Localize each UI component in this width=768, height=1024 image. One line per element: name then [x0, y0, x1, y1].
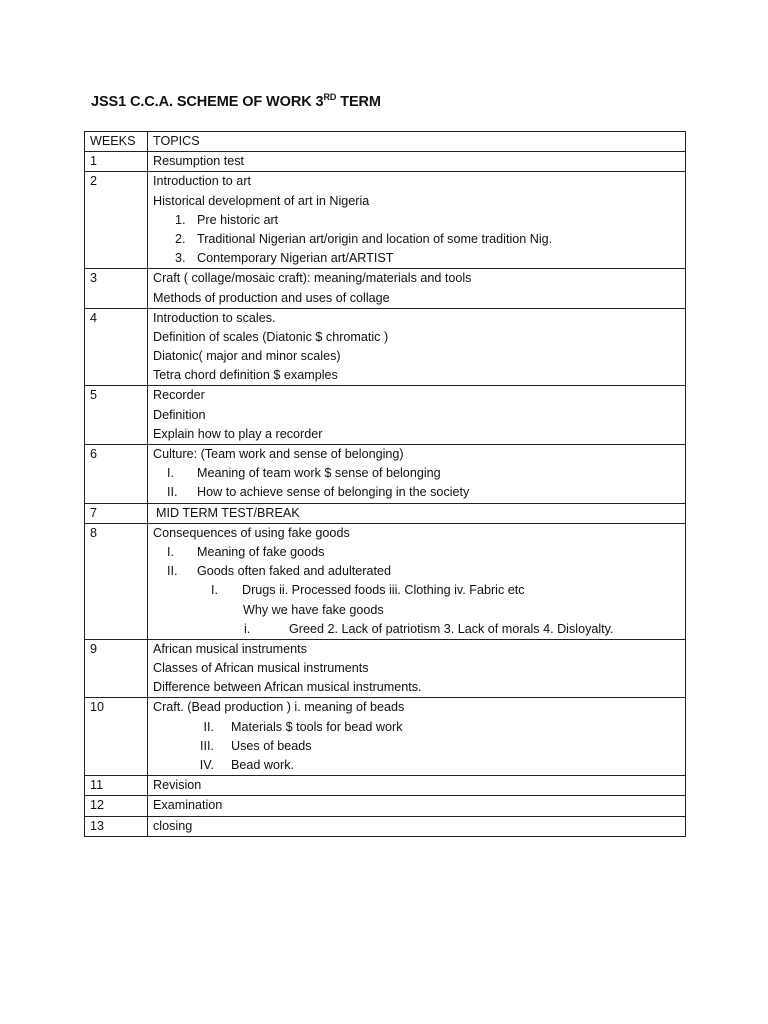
list-item — [153, 249, 685, 268]
list-item — [153, 562, 685, 581]
table-row — [85, 172, 686, 269]
list-text: Materials $ tools for bead work — [231, 719, 403, 734]
topic-line: Historical development of art in Nigeria — [153, 193, 370, 208]
topic-line: closing — [153, 818, 193, 833]
table-row — [85, 639, 686, 698]
topic-cell — [148, 816, 686, 836]
list-item — [153, 756, 685, 775]
week-number: 10 — [85, 698, 148, 776]
list-text: Goods often faked and adulterated — [197, 564, 391, 579]
table-row — [85, 386, 686, 445]
topic-line: Introduction to scales. — [153, 310, 276, 325]
week-number: 7 — [85, 503, 148, 523]
list-marker: 3. — [175, 251, 186, 266]
list-marker: i. — [244, 621, 251, 636]
week-number: 13 — [85, 816, 148, 836]
topic-line: Revision — [153, 778, 202, 793]
table-row — [85, 152, 686, 172]
topic-line: Recorder — [153, 388, 205, 403]
list-text: Bead work. — [231, 758, 294, 773]
topic-line: Definition — [153, 407, 206, 422]
list-item — [153, 211, 685, 230]
week-number: 11 — [85, 776, 148, 796]
topic-line: Culture: (Team work and sense of belonging) — [153, 447, 404, 462]
topic-line: Examination — [153, 798, 223, 813]
list-marker: II. — [167, 564, 178, 579]
topic-line: Classes of African musical instruments — [153, 661, 369, 676]
list-marker: IV. — [199, 758, 214, 773]
topic-cell — [148, 269, 686, 308]
topic-line: Craft. (Bead production ) i. meaning of beads — [153, 700, 405, 715]
week-number: 3 — [85, 269, 148, 308]
topic-line: Explain how to play a recorder — [153, 426, 323, 441]
topic-cell — [148, 796, 686, 816]
list-text: Drugs ii. Processed foods iii. Clothing iv. Fabric etc — [242, 583, 525, 598]
topic-cell — [148, 776, 686, 796]
list-marker: I. — [211, 583, 218, 598]
topic-line: Methods of production and uses of collage — [153, 290, 390, 305]
topic-line: Resumption test — [153, 154, 244, 169]
list-marker: I. — [167, 466, 174, 481]
table-row — [85, 503, 686, 523]
topic-cell — [148, 698, 686, 776]
list-text: How to achieve sense of belonging in the society — [197, 485, 470, 500]
table-row — [85, 776, 686, 796]
table-row — [85, 816, 686, 836]
list-item — [153, 543, 685, 562]
week-number: 9 — [85, 639, 148, 698]
scheme-table — [84, 131, 686, 837]
weeks-header: WEEKS — [85, 132, 148, 152]
table-row — [85, 796, 686, 816]
topic-cell — [148, 172, 686, 269]
topic-line: Difference between African musical instruments. — [153, 680, 422, 695]
list-item — [153, 737, 685, 756]
sub-sublist-item — [153, 620, 685, 639]
week-number: 1 — [85, 152, 148, 172]
topic-cell — [148, 503, 686, 523]
list-marker: II. — [203, 719, 214, 734]
week-number: 8 — [85, 523, 148, 639]
topic-cell — [148, 445, 686, 504]
list-item — [153, 230, 685, 249]
title-main: JSS1 C.C.A. SCHEME OF WORK 3 — [91, 94, 324, 110]
list-text: Pre historic art — [197, 212, 279, 227]
list-text: Uses of beads — [231, 738, 312, 753]
table-row — [85, 445, 686, 504]
topic-cell — [148, 308, 686, 386]
list-item — [153, 464, 685, 483]
list-marker: I. — [167, 544, 174, 559]
title-superscript: RD — [323, 92, 337, 102]
list-marker: 2. — [175, 231, 186, 246]
list-text: Traditional Nigerian art/origin and location of some tradition Nig. — [197, 231, 553, 246]
list-item — [153, 718, 685, 737]
table-row — [85, 308, 686, 386]
topic-line: Consequences of using fake goods — [153, 525, 350, 540]
topic-line: Tetra chord definition $ examples — [153, 368, 338, 383]
topic-cell — [148, 152, 686, 172]
list-text: Contemporary Nigerian art/ARTIST — [197, 251, 394, 266]
topic-line: Diatonic( major and minor scales) — [153, 349, 341, 364]
list-item — [153, 483, 685, 502]
title-end: TERM — [336, 94, 381, 110]
topic-cell — [148, 523, 686, 639]
sublist-item — [153, 581, 685, 600]
sub-heading: Why we have fake goods — [243, 602, 384, 617]
week-number: 2 — [85, 172, 148, 269]
week-number: 12 — [85, 796, 148, 816]
table-row — [85, 523, 686, 639]
topic-cell — [148, 639, 686, 698]
topic-line: Introduction to art — [153, 174, 252, 189]
topics-header: TOPICS — [148, 132, 686, 152]
table-row — [85, 269, 686, 308]
topic-line: Craft ( collage/mosaic craft): meaning/materials and tools — [153, 271, 472, 286]
topic-cell — [148, 386, 686, 445]
list-text: Greed 2. Lack of patriotism 3. Lack of morals 4. Disloyalty. — [289, 621, 614, 636]
topic-line: Definition of scales (Diatonic $ chromatic ) — [153, 329, 389, 344]
topic-line: African musical instruments — [153, 641, 307, 656]
list-marker: III. — [200, 738, 214, 753]
list-marker: 1. — [175, 212, 186, 227]
list-marker: II. — [167, 485, 178, 500]
table-row — [85, 698, 686, 776]
topic-line: MID TERM TEST/BREAK — [156, 505, 300, 520]
list-text: Meaning of fake goods — [197, 544, 325, 559]
week-number: 5 — [85, 386, 148, 445]
week-number: 4 — [85, 308, 148, 386]
list-text: Meaning of team work $ sense of belonging — [197, 466, 441, 481]
table-header-row — [85, 132, 686, 152]
document-title — [91, 94, 381, 110]
week-number: 6 — [85, 445, 148, 504]
